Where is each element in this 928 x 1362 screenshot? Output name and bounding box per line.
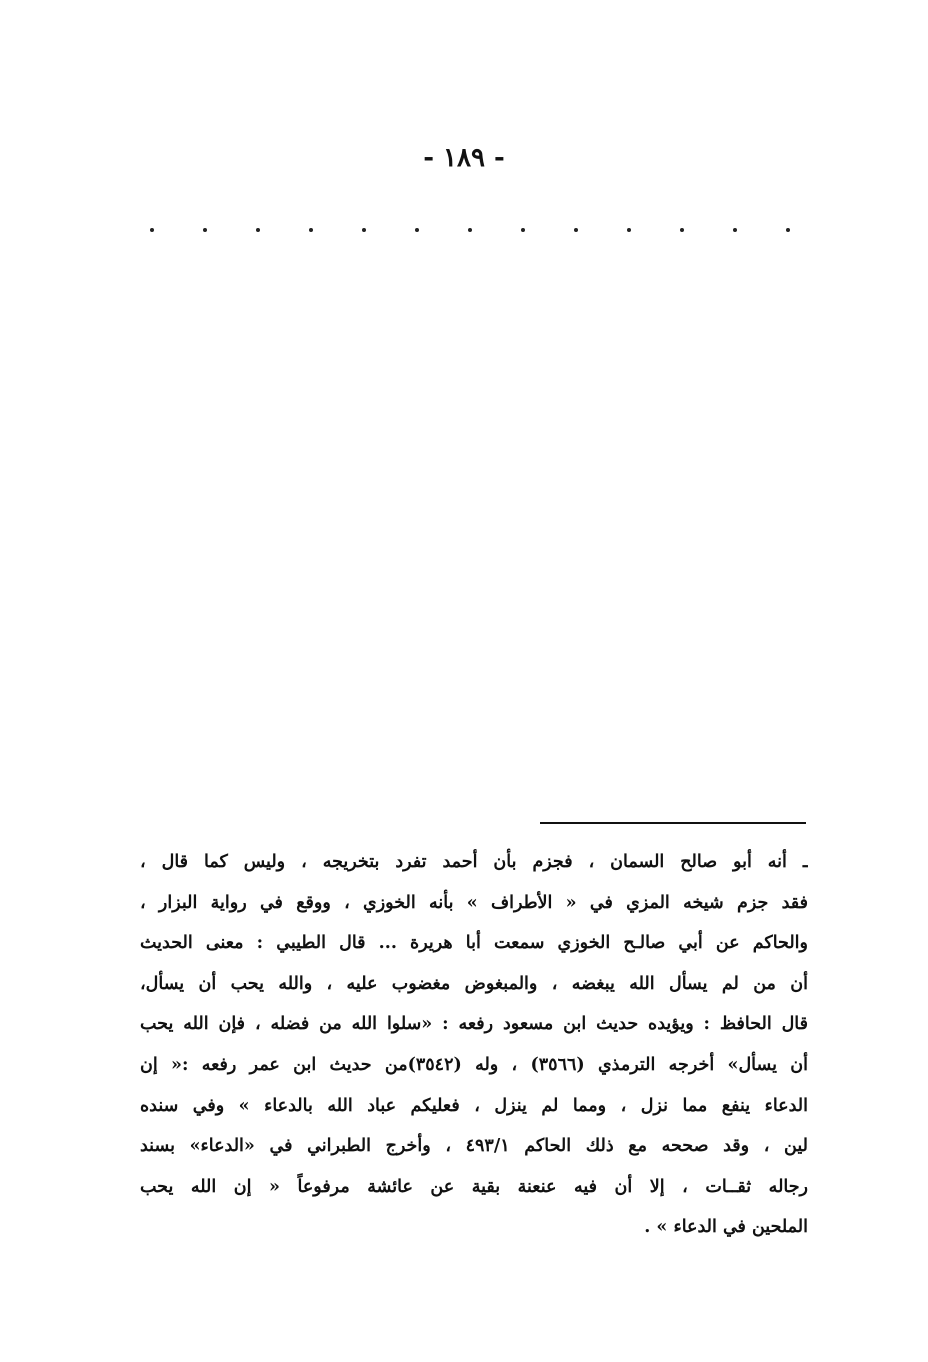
footnote-block (140, 842, 808, 1248)
page-number: - ١٨٩ - (423, 143, 505, 173)
footnote-divider (540, 822, 806, 824)
separator-dot (309, 228, 313, 232)
footnote-line: فقد جزم شيخه المزي في « الأطراف » بأنه الخوزي ، ووقع في رواية البزار ، (140, 892, 808, 913)
separator-dot (786, 228, 790, 232)
footnote-line: لين ، وقد صححه مع ذلك الحاكم ٤٩٣/١ ، وأخرج الطبراني في «الدعاء» بسند (140, 1136, 808, 1157)
footnote-line: قال الحافظ : ويؤيده حديث ابن مسعود رفعه : «سلوا الله من فضله ، فإن الله يحب (140, 1014, 808, 1035)
separator-dot (574, 228, 578, 232)
separator-dot (627, 228, 631, 232)
footnote-line: أن من لم يسأل الله يبغضه ، والمبغوض مغضوب عليه ، والله يحب أن يسأل، (140, 973, 808, 994)
separator-dot (521, 228, 525, 232)
footnote-line: الدعاء ينفع مما نزل ، ومما لم ينزل ، فعليكم عباد الله بالدعاء » وفي سنده (140, 1095, 808, 1116)
dot-separator (150, 218, 790, 242)
separator-dot (256, 228, 260, 232)
footnote-line: أن يسأل» أخرجه الترمذي (٣٥٦٦) ، وله (٣٥٤٢)من حديث ابن عمر رفعه :« إن (140, 1054, 808, 1075)
footnote-line: ـ أنه أبو صالح السمان ، فجزم بأن أحمد تفرد بتخريجه ، وليس كما قال ، (140, 852, 808, 872)
separator-dot (468, 228, 472, 232)
separator-dot (150, 228, 154, 232)
footnote-line: والحاكم عن أبي صالـح الخوزي سمعت أبا هريرة ... قال الطيبي : معنى الحديث (140, 933, 808, 954)
separator-dot (733, 228, 737, 232)
separator-dot (680, 228, 684, 232)
separator-dot (362, 228, 366, 232)
separator-dot (203, 228, 207, 232)
separator-dot (415, 228, 419, 232)
footnote-line: رجاله ثقــات ، إلا أن فيه عنعنة بقية عن عائشة مرفوعاً « إن الله يحب (140, 1176, 808, 1197)
footnote-line: الملحين في الدعاء » . (644, 1217, 808, 1238)
